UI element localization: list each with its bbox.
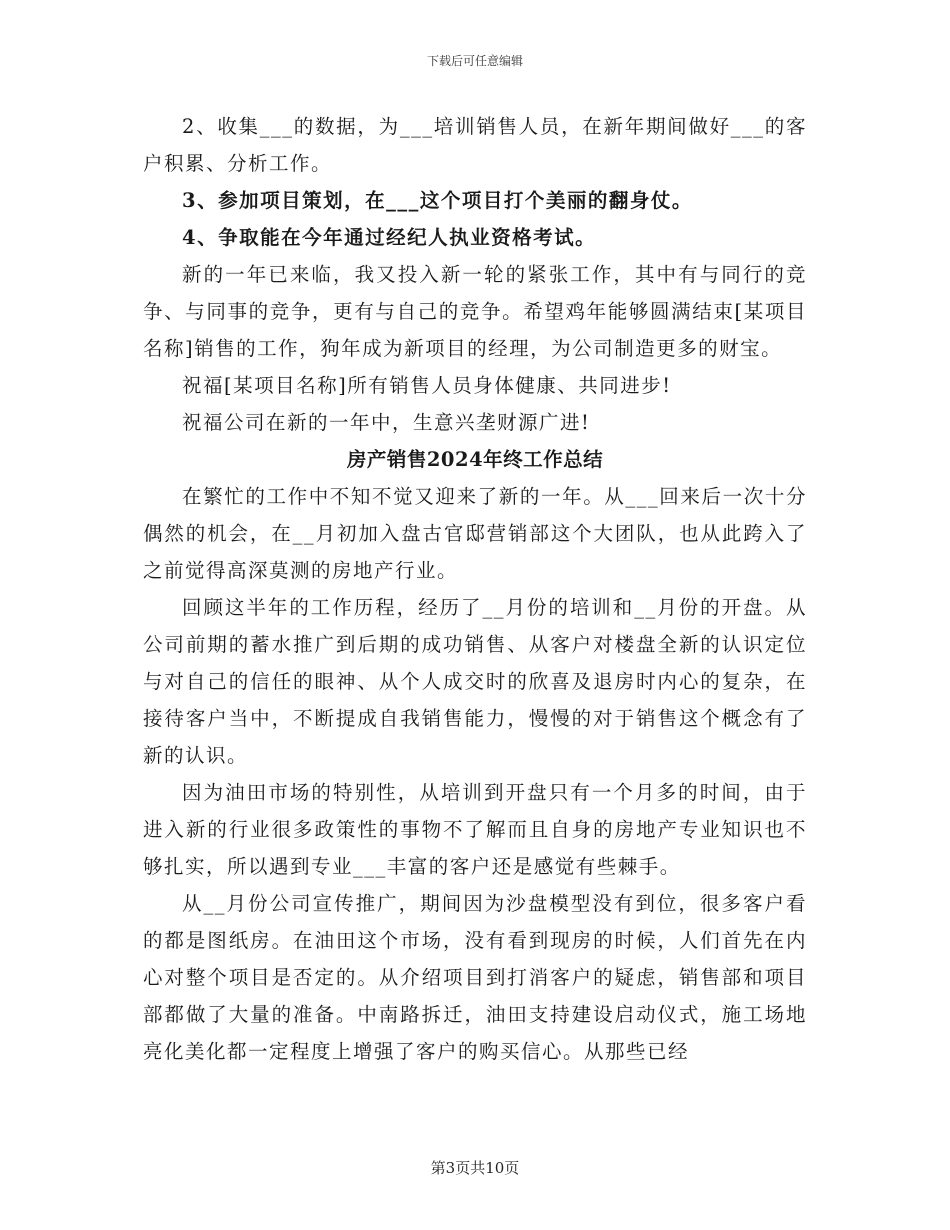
- paragraph-item-4: 4、争取能在今年通过经纪人执业资格考试。: [182, 226, 597, 249]
- paragraph-item-2: 2、收集___的数据，为___培训销售人员，在新年期间做好___的客户积累、分析工作。: [143, 115, 807, 175]
- paragraph-blessing-company: 祝福公司在新的一年中，生意兴垄财源广进!: [182, 411, 591, 434]
- paragraph-item-3: 3、参加项目策划，在___这个项目打个美丽的翻身仗。: [182, 189, 693, 212]
- section-paragraph: 回顾这半年的工作历程，经历了__月份的培训和__月份的开盘。从公司前期的蓄水推广到后期的成功销售、从客户对楼盘全新的认识定位与对自己的信任的眼神、从个人成交时的欣喜及退房时内心的复杂，在接待客户当中，不断提成自我销售能力，慢慢的对于销售这个概念有了新的认识。: [143, 596, 807, 767]
- page-header: 下载后可任意编辑: [426, 54, 523, 68]
- paragraph-blessing-staff: 祝福[某项目名称]所有销售人员身体健康、共同进步!: [182, 374, 672, 397]
- section-paragraph: 在繁忙的工作中不知不觉又迎来了新的一年。从___回来后一次十分偶然的机会，在__月初加入盘古官邸营销部这个大团队，也从此跨入了之前觉得高深莫测的房地产行业。: [143, 485, 807, 582]
- section-paragraph: 因为油田市场的特别性，从培训到开盘只有一个月多的时间，由于进入新的行业很多政策性的事物不了解而且自身的房地产专业知识也不够扎实，所以遇到专业___丰富的客户还是感觉有些棘手。: [143, 781, 807, 878]
- section-title: 房产销售2024年终工作总结: [346, 448, 604, 471]
- page-footer: 第3页共10页: [430, 1159, 520, 1177]
- document-body: [143, 108, 807, 1070]
- section-paragraph: 从__月份公司宣传推广，期间因为沙盘模型没有到位，很多客户看的都是图纸房。在油田这个市场，没有看到现房的时候，人们首先在内心对整个项目是否定的。从介绍项目到打消客户的疑虑，销售部和项目部都做了大量的准备。中南路拆迁，油田支持建设启动仪式，施工场地亮化美化都一定程度上增强了客户的购买信心。从那些已经: [143, 892, 807, 1063]
- paragraph-new-year: 新的一年已来临，我又投入新一轮的紧张工作，其中有与同行的竞争、与同事的竞争，更有与自己的竞争。希望鸡年能够圆满结束[某项目名称]销售的工作，狗年成为新项目的经理，为公司制造更多的财宝。: [143, 263, 807, 360]
